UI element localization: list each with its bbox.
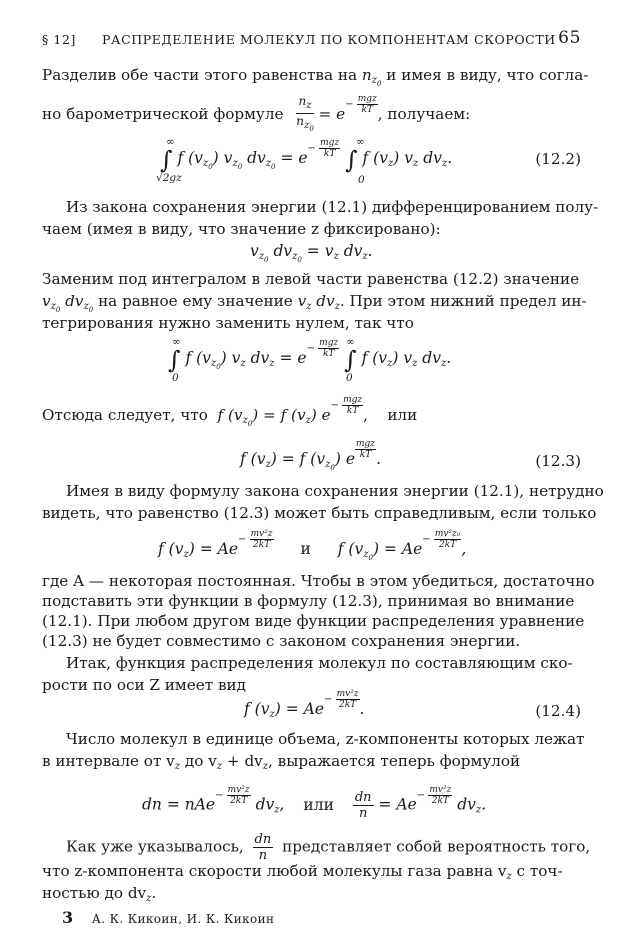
equation-number: (12.3) bbox=[535, 452, 581, 470]
lower-limit: 0 bbox=[358, 174, 365, 186]
equation-number: (12.4) bbox=[535, 702, 581, 720]
running-header bbox=[42, 28, 581, 50]
equation-12-3: f $(v_z) = f$ $(v_{z_0})$ e $^{\frac{\text{mgz}}{kT}}$ . bbox=[240, 439, 381, 472]
equation-12-2: ∫ f $(v_{z_0})$ $v_{z_0}$ $dv_{z_0} = e^{- \frac{\text{mgz}}{kT}}$ ∫ f $(v_z)$ $v_z$ $dv_z$. bbox=[160, 138, 453, 174]
text-line: (12.3) не будет совместимо с законом сохранения энергии. bbox=[42, 632, 521, 650]
text-line: Заменим под интегралом в левой части равенства (12.2) значение bbox=[42, 270, 580, 288]
upper-limit: ∞ bbox=[356, 136, 365, 148]
lower-limit: 0 bbox=[346, 372, 353, 384]
text-line: ностью до $dv_z$. bbox=[42, 884, 157, 904]
text-line: Итак, функция распределения молекул по составляющим ско- bbox=[66, 654, 573, 672]
upper-limit: ∞ bbox=[166, 136, 175, 148]
equation-energy: $v_{z_0}$ $dv_{z_0} = v_z$ $dv_z$. bbox=[250, 242, 373, 264]
signature-mark: 3 bbox=[62, 908, 74, 927]
text-line: где A — некоторая постоянная. Чтобы в этом убедиться, достаточно bbox=[42, 572, 595, 590]
text-line: Имея в виду формулу закона сохранения энергии (12.1), нетрудно bbox=[66, 482, 604, 500]
equation-functions: f $(v_z) = Ae^{- \frac{\text{mv²z}}{2kT}}$ и f $(v_{z_0}) = Ae^{- \frac{\text{mv²z₀}}{2kT}}$ , bbox=[158, 529, 467, 562]
text-line: $v_{z_0}$ $dv_{z_0}$ на равное ему значение $v_z$ $dv_z$. При этом нижний предел ин- bbox=[42, 292, 587, 314]
text-line: но барометрической формуле $\frac{n_z}{n_{z_0}} = e^{- \frac{\text{mgz}}{kT}}$ , получаем: bbox=[42, 94, 471, 133]
lower-limit: 0 bbox=[172, 372, 179, 384]
text-line: Разделив обе части этого равенства на $n_{z_0}$ и имея в виду, что согла- bbox=[42, 66, 589, 88]
page-number: 65 bbox=[558, 28, 581, 48]
text-line: подставить эти функции в формулу (12.3), принимая во внимание bbox=[42, 592, 575, 610]
equation-integral-zero: ∫ f $(v_{z_0})$ $v_z$ $dv_z = e^{- \frac{\text{mgz}}{kT}}$ ∫ f $(v_z)$ $v_z$ $dv_z$. bbox=[168, 338, 452, 374]
text-line: видеть, что равенство (12.3) может быть справедливым, если только bbox=[42, 504, 597, 522]
text-line: (12.1). При любом другом виде функции распределения уравнение bbox=[42, 612, 585, 630]
text-line: чаем (имея в виду, что значение z фиксировано): bbox=[42, 220, 441, 238]
upper-limit: ∞ bbox=[346, 336, 355, 348]
equation-12-4: f $(v_z) = Ae^{- \frac{\text{mv²z}}{2kT}}$ . bbox=[244, 689, 365, 720]
upper-limit: ∞ bbox=[172, 336, 181, 348]
lower-limit: √2gz bbox=[156, 172, 182, 184]
text-line: в интервале от $v_z$ до $v_z + dv_z$, выражается теперь формулой bbox=[42, 752, 521, 772]
text-line: Как уже указывалось, $\frac{dn}{n}$ представляет собой вероятность того, bbox=[66, 832, 591, 863]
text-line: рости по оси Z имеет вид bbox=[42, 676, 246, 694]
equation-dn: dn = nAe$^{- \frac{\text{mv²z}}{2kT}}$ $dv_z$, или $\frac{dn}{n} = Ae^{- \frac{\text{mv²z}}{2kT}}$ $dv_z$. bbox=[142, 784, 487, 821]
text-line: Отсюда следует, что f $(v_{z_0}) = f$ $(v_z)$ $e^{- \frac{\text{mgz}}{kT}}$ , или bbox=[42, 395, 418, 428]
text-line: что z-компонента скорости любой молекулы газа равна $v_z$ с точ- bbox=[42, 862, 563, 882]
footer bbox=[62, 908, 274, 927]
section-number: § 12] bbox=[42, 32, 77, 47]
text-line: тегрирования нужно заменить нулем, так что bbox=[42, 314, 414, 332]
chapter-title: РАСПРЕДЕЛЕНИЕ МОЛЕКУЛ ПО КОМПОНЕНТАМ СКОРОСТИ bbox=[102, 32, 556, 47]
equation-number: (12.2) bbox=[535, 150, 581, 168]
text-line: Из закона сохранения энергии (12.1) дифференцированием полу- bbox=[66, 198, 599, 216]
text-line: Число молекул в единице объема, z-компоненты которых лежат bbox=[66, 730, 585, 748]
authors: А. К. Кикоин, И. К. Кикоин bbox=[91, 912, 275, 926]
